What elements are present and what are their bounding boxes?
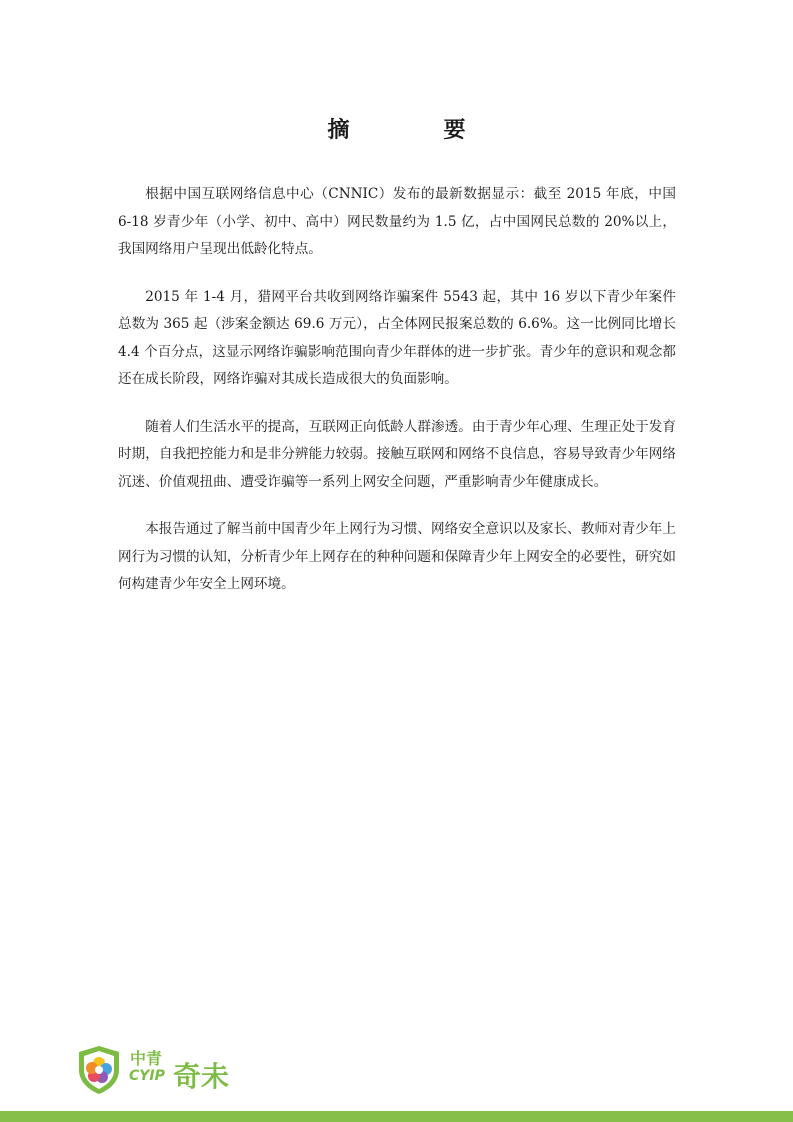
brand-logo (75, 1044, 255, 1096)
paragraph-4: 本报告通过了解当前中国青少年上网行为习惯、网络安全意识以及家长、教师对青少年上网行为习惯的认知，分析青少年上网存在的种种问题和保障青少年上网安全的必要性，研究如何构建青少年安全上网环境。 (118, 521, 676, 592)
footer-bar (0, 1111, 793, 1122)
logo-text-zhongqing: 中青 (130, 1049, 163, 1068)
paragraph-3: 随着人们生活水平的提高，互联网正向低龄人群渗透。由于青少年心理、生理正处于发育时期，自我把控能力和是非分辨能力较弱。接触互联网和网络不良信息，容易导致青少年网络沉迷、价值观扭曲、遭受诈骗等一系列上网安全问题，严重影响青少年健康成长。 (118, 418, 676, 490)
page-title: 摘 要 (327, 118, 502, 143)
abstract-body (118, 181, 676, 619)
logo-text-qiwei: 奇未 (173, 1060, 230, 1093)
paragraph-2: 2015 年 1-4 月，猎网平台共收到网络诈骗案件 5543 起，其中 16 岁以下青少年案件总数为 365 起（涉案金额达 69.6 万元），占全体网民报案总数的 6.6%。这一比例同比增长 4.4 个百分点，这显示网络诈骗影响范围向青少年群体的进一步扩张。青少年的意识和观念都还在成长阶段，网络诈骗对其成长造成很大的负面影响。 (118, 288, 676, 387)
logo-text-cyip: CYIP (129, 1068, 165, 1084)
paragraph-1: 根据中国互联网络信息中心（CNNIC）发布的最新数据显示：截至 2015 年底，中国 6-18 岁青少年（小学、初中、高中）网民数量约为 1.5 亿，占中国网民总数的 20%以上，我国网络用户呈现出低龄化特点。 (118, 186, 676, 257)
shield-flower-icon (75, 1044, 123, 1096)
